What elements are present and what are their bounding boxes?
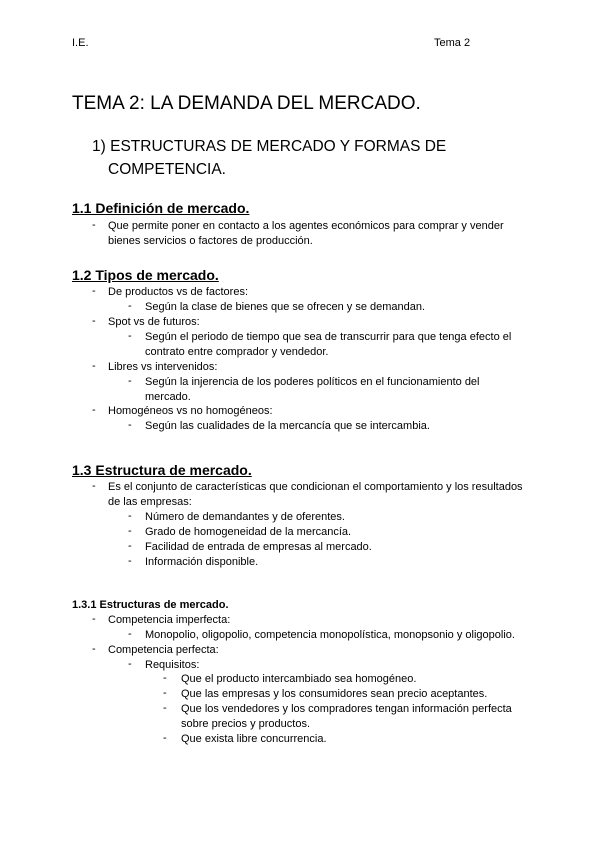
bullet: - [92, 643, 96, 655]
heading-1-3-1: 1.3.1 Estructuras de mercado. [72, 599, 229, 611]
heading-1-2: 1.2 Tipos de mercado. [72, 267, 219, 283]
s12-item-d: Homogéneos vs no homogéneos: [108, 405, 273, 417]
bullet: - [128, 510, 132, 522]
s13-sub3: Facilidad de entrada de empresas al mercado. [145, 541, 372, 553]
bullet: - [128, 540, 132, 552]
s12-item-c1-line1: Según la injerencia de los poderes políticos en el funcionamiento del [145, 376, 480, 388]
s12-item-a1: Según la clase de bienes que se ofrecen y se demandan. [145, 301, 426, 313]
bullet: - [128, 658, 132, 670]
s131-req1: Que el producto intercambiado sea homogéneo. [181, 673, 417, 685]
bullet: - [128, 419, 132, 431]
s131-req3-line2: sobre precios y productos. [181, 718, 311, 730]
header-right: Tema 2 [434, 37, 471, 49]
subtitle-line2: COMPETENCIA. [108, 161, 226, 178]
subtitle-number: 1) [92, 138, 106, 155]
bullet: - [128, 628, 132, 640]
s12-item-c1-line2: mercado. [145, 391, 191, 403]
bullet: - [92, 480, 96, 492]
s13-sub1: Número de demandantes y de oferentes. [145, 511, 345, 523]
s131-item-b1: Requisitos: [145, 659, 200, 671]
bullet: - [92, 285, 96, 297]
document-title: TEMA 2: LA DEMANDA DEL MERCADO. [72, 93, 421, 114]
s131-req4: Que exista libre concurrencia. [181, 733, 327, 745]
s131-item-a: Competencia imperfecta: [108, 614, 231, 626]
bullet: - [163, 702, 167, 714]
bullet: - [92, 219, 96, 231]
section-subtitle [92, 135, 512, 158]
s13-sub2: Grado de homogeneidad de la mercancía. [145, 526, 352, 538]
s13-item-line2: de las empresas: [108, 496, 192, 508]
s11-item1-line2: bienes servicios o factores de producción. [108, 235, 313, 247]
s12-item-c: Libres vs intervenidos: [108, 361, 218, 373]
s12-item-d1: Según las cualidades de la mercancía que se intercambia. [145, 420, 430, 432]
s12-item-a: De productos vs de factores: [108, 286, 249, 298]
bullet: - [92, 613, 96, 625]
bullet: - [163, 687, 167, 699]
s12-item-b1-line1: Según el periodo de tiempo que sea de transcurrir para que tenga efecto el [145, 331, 512, 343]
s13-item-line1: Es el conjunto de características que condicionan el comportamiento y los resultados [108, 481, 523, 493]
heading-1-1: 1.1 Definición de mercado. [72, 200, 250, 216]
heading-1-3: 1.3 Estructura de mercado. [72, 462, 252, 478]
header-left: I.E. [72, 37, 89, 49]
bullet: - [128, 555, 132, 567]
s131-item-a1: Monopolio, oligopolio, competencia monopolística, monopsonio y oligopolio. [145, 629, 515, 641]
s12-item-b: Spot vs de futuros: [108, 316, 200, 328]
bullet: - [128, 300, 132, 312]
s13-sub4: Información disponible. [145, 556, 259, 568]
bullet: - [163, 672, 167, 684]
bullet: - [128, 375, 132, 387]
bullet: - [92, 360, 96, 372]
s131-req2: Que las empresas y los consumidores sean precio aceptantes. [181, 688, 488, 700]
bullet: - [128, 525, 132, 537]
subtitle-line1: ESTRUCTURAS DE MERCADO Y FORMAS DE [110, 138, 447, 155]
s11-item1-line1: Que permite poner en contacto a los agentes económicos para comprar y vender [108, 220, 504, 232]
bullet: - [92, 315, 96, 327]
bullet: - [128, 330, 132, 342]
s131-item-b: Competencia perfecta: [108, 644, 219, 656]
s131-req3-line1: Que los vendedores y los compradores tengan información perfecta [181, 703, 512, 715]
bullet: - [163, 732, 167, 744]
bullet: - [92, 404, 96, 416]
s12-item-b1-line2: contrato entre comprador y vendedor. [145, 346, 329, 358]
